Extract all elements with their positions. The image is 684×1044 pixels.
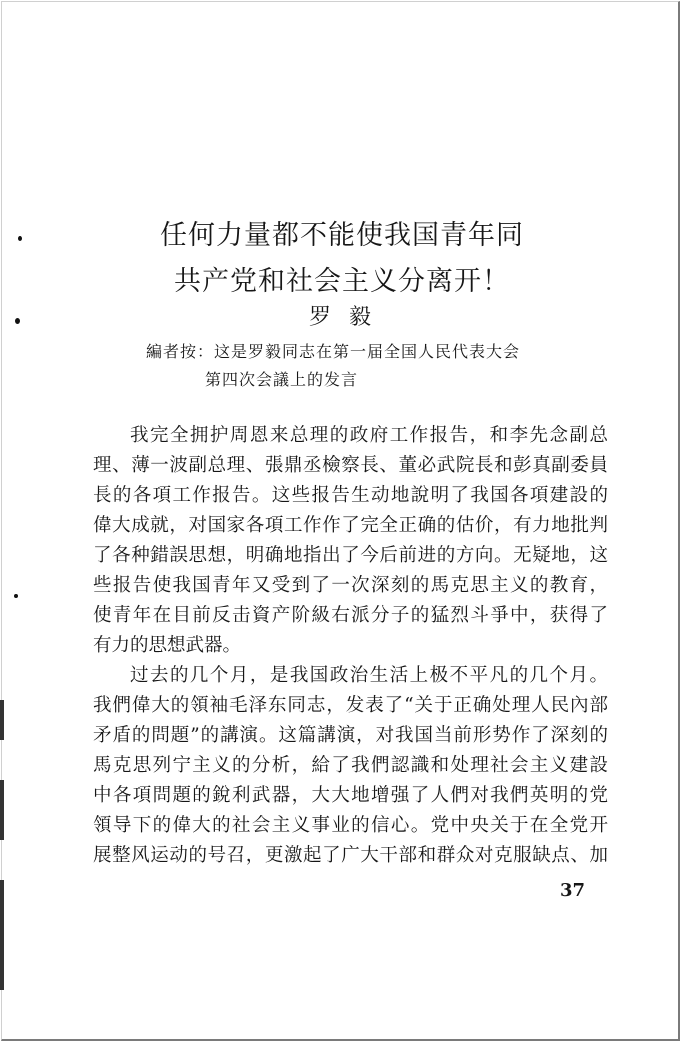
editor-note-line-1: 編者按：这是罗毅同志在第一届全国人民代表大会 [146,342,521,361]
scan-speck [14,594,18,598]
body-line: 我們偉大的領袖毛泽东同志，发表了“关于正确处理人民內部 [93,695,608,716]
body-line: 長的各項工作报告。这些报告生动地說明了我国各項建設的 [93,485,608,506]
scan-edge-mark [0,780,4,840]
scan-speck [18,236,22,241]
body-line: 使青年在目前反击資产阶級右派分子的猛烈斗爭中，获得了 [93,605,608,626]
article-title-line-2: 共产党和社会主义分离开！ [174,266,510,297]
body-line: 有力的思想武器。 [93,635,242,656]
body-line: 些报告使我国青年又受到了一次深刻的馬克思主义的教育， [93,575,608,596]
body-line: 偉大成就，对国家各項工作作了完全正确的估价，有力地批判 [93,515,608,536]
body-line: 領导下的偉大的社会主义事业的信心。党中央关于在全党开 [93,815,608,836]
page-number: 37 [560,880,586,901]
article-title-line-1: 任何力量都不能使我国青年同 [160,220,524,251]
body-line: 中各項問題的銳利武器，大大地增强了人們对我們英明的党 [93,785,608,806]
scan-edge-mark [0,700,4,740]
article-author: 罗毅 [308,305,389,330]
body-line: 展整风运动的号召，更激起了广大干部和群众对克服缺点、加 [93,845,608,866]
body-line: 理、薄一波副总理、張鼎丞檢察長、董必武院長和彭真副委員 [93,455,608,476]
body-line: 过去的几个月，是我国政治生活上极不平凡的几个月。 [130,665,608,686]
body-line: 了各种錯誤思想，明确地指出了今后前进的方向。无疑地，这 [93,545,608,566]
body-line: 矛盾的問題”的講演。这篇講演，对我国当前形势作了深刻的 [93,725,608,746]
editor-note-line-2: 第四次会議上的发言 [205,370,359,389]
scan-speck [15,318,20,324]
body-line: 馬克思列宁主义的分析，給了我們認識和处理社会主义建設 [93,755,608,776]
scan-edge-mark [0,880,4,990]
body-line: 我完全拥护周恩来总理的政府工作报告，和李先念副总 [130,425,608,446]
